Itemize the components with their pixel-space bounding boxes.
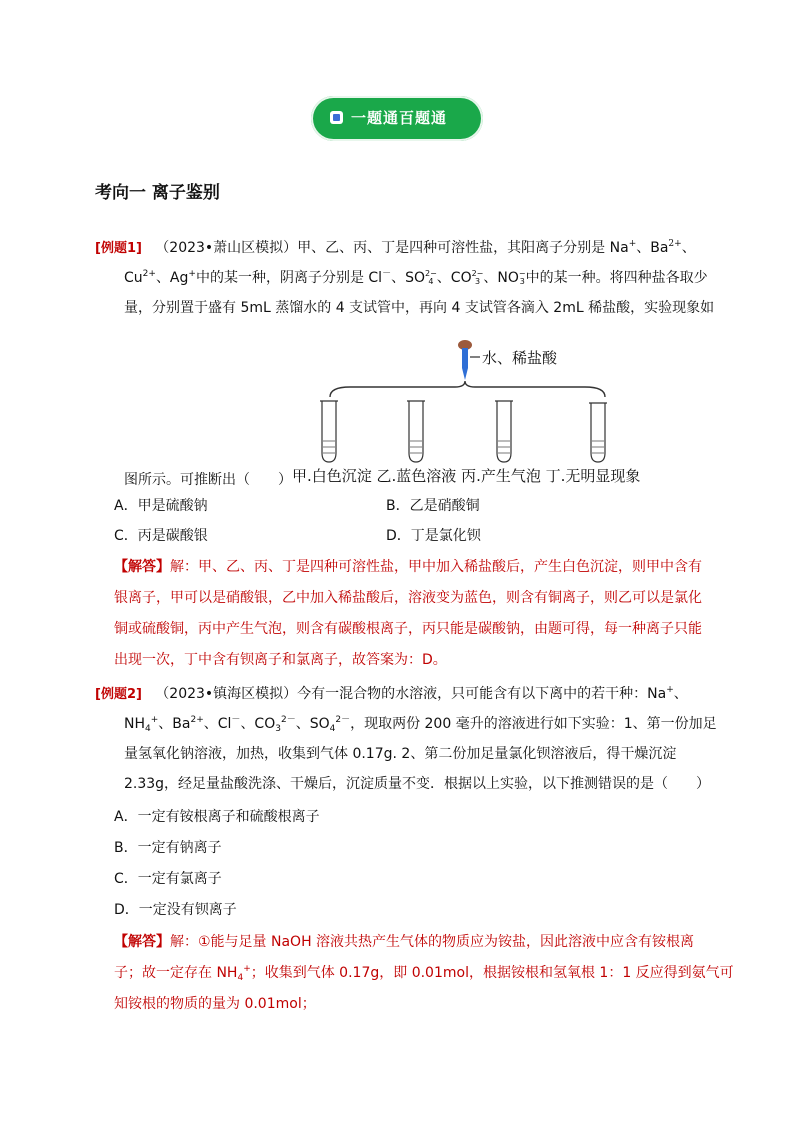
- title-badge: [311, 96, 483, 141]
- example2-answer-line2: 子；故一定存在 $NH_4^+$；收集到气体 0.17g，即 0.01mol，根据铵根和氢氧根 1：1 反应得到氨气可: [114, 964, 734, 983]
- example1-option-d: D．丁是氯化钡: [386, 528, 481, 544]
- example1-line3: 量，分别置于盛有 5mL 蒸馏水的 4 支试管中，再向 4 支试管各滴入 2mL 稀盐酸，实验现象如: [124, 300, 715, 316]
- example2-line3: 量氢氧化钠溶液，加热，收集到气体 0.17g. 2、第二份加足量氯化钡溶液后，得干燥沉淀: [124, 746, 677, 762]
- test-tube-1: [320, 401, 338, 462]
- example1-line1: [例题1] （2023•萧山区模拟）甲、乙、丙、丁是四种可溶性盐，其阳离子分别是 Na+、$Ba^{2+}$、: [95, 239, 696, 256]
- badge-text: 一题通百题通: [351, 109, 448, 127]
- brace: [330, 381, 605, 397]
- section-title: 考向一 离子鉴别: [95, 183, 220, 203]
- phenomena-caption: 甲.白色沉淀 乙.蓝色溶液 丙.产生气泡 丁.无明显现象: [292, 467, 641, 485]
- example2-option-b: B．一定有钠离子: [114, 840, 222, 856]
- example1-line2: $Cu^{2+}$、Ag+中的某一种，阴离子分别是 Cl－、SO2− 4 、CO2− 3 、NO− 3中的某一种。将四种盐各取少: [124, 269, 708, 286]
- example1-answer-line3: 铜或硫酸铜，丙中产生气泡，则含有碳酸根离子，丙只能是碳酸钠，由题可得，每一种离子只能: [114, 621, 702, 637]
- example2-tag: [例题2]: [95, 687, 142, 702]
- example2-option-a: A．一定有铵根离子和硫酸根离子: [114, 809, 320, 825]
- example1-option-c: C．丙是碳酸银: [114, 528, 208, 544]
- dropper-icon: [458, 340, 472, 380]
- test-tube-4: [589, 403, 607, 462]
- example1-tag: [例题1]: [95, 241, 142, 256]
- dropper-label: 水、稀盐酸: [482, 349, 558, 367]
- example2-option-c: C．一定有氯离子: [114, 871, 222, 887]
- test-tube-2: [407, 401, 425, 462]
- test-tube-3: [495, 401, 513, 462]
- example2-line2: $NH_4^+$、$Ba^{2+}$、Cl－、$CO_3^{2-}$、$SO_4^{2-}$，现取两份 200 毫升的溶液进行如下实验：1、第一份加足: [124, 715, 717, 734]
- example2-answer-line1: 【解答】解：①能与足量 NaOH 溶液共热产生气体的物质应为铵盐，因此溶液中应含有铵根离: [114, 934, 695, 950]
- test-tube-diagram: [320, 335, 630, 470]
- example2-answer-line3: 知铵根的物质的量为 0.01mol；: [114, 996, 316, 1012]
- example2-line4: 2.33g，经足量盐酸洗涤、干燥后，沉淀质量不变．根据以上实验，以下推测错误的是（ ）: [124, 776, 711, 792]
- example2-option-d: D．一定没有钡离子: [114, 902, 237, 918]
- example1-answer-line2: 银离子，甲可以是硝酸银，乙中加入稀盐酸后，溶液变为蓝色，则含有铜离子，则乙可以是氯化: [114, 590, 702, 606]
- example1-option-a: A．甲是硫酸钠: [114, 498, 208, 514]
- example1-line4: 图所示。可推断出（ ）: [124, 472, 292, 488]
- example1-option-b: B．乙是硝酸铜: [386, 498, 480, 514]
- example1-answer-line1: 【解答】解：甲、乙、丙、丁是四种可溶性盐，甲中加入稀盐酸后，产生白色沉淀，则甲中含有: [114, 559, 702, 575]
- example2-line1: [例题2] （2023•镇海区模拟）今有一混合物的水溶液，只可能含有以下离中的若干种：Na+、: [95, 685, 688, 702]
- badge-icon: [330, 111, 343, 124]
- example1-answer-line4: 出现一次，丁中含有钡离子和氯离子，故答案为：D。: [114, 652, 447, 668]
